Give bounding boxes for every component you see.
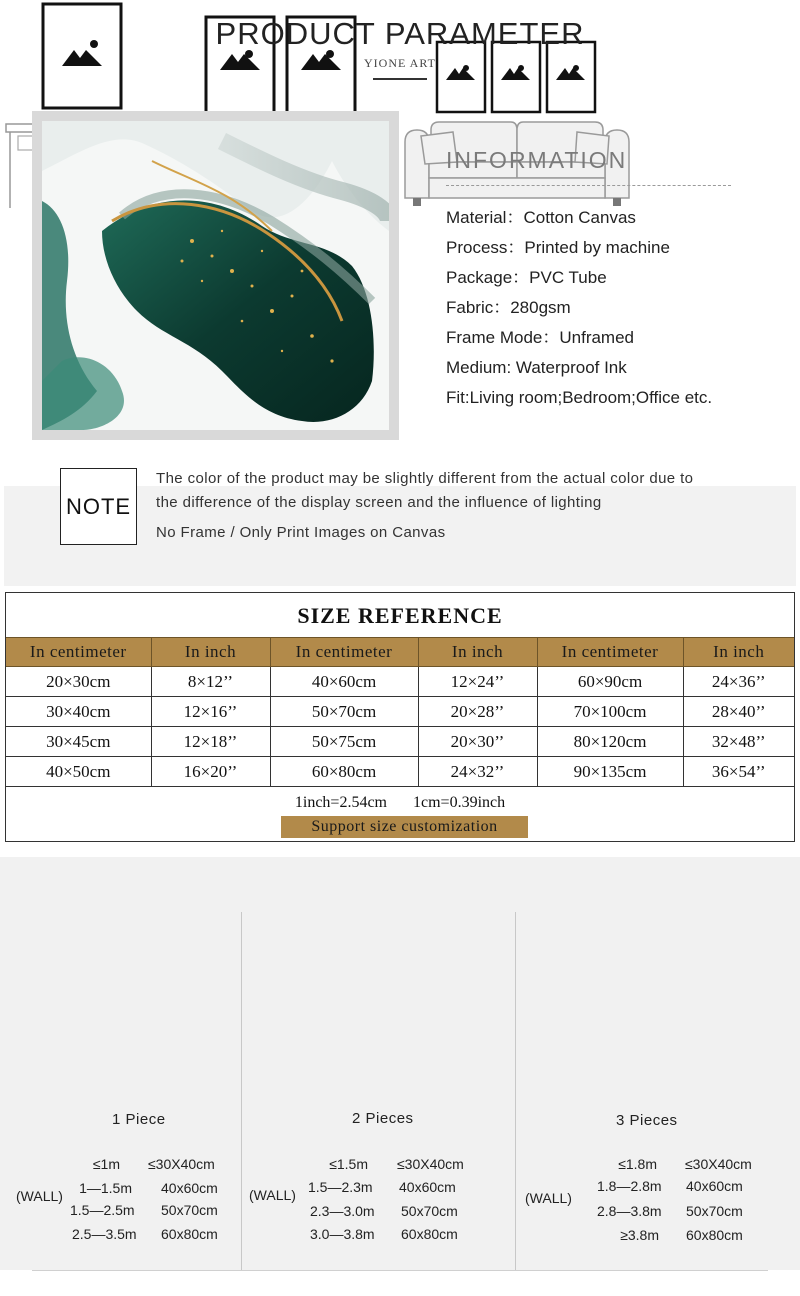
wall-distance: 1.5—2.5m — [70, 1202, 135, 1218]
table-row — [6, 697, 794, 727]
subtitle-underline — [373, 78, 427, 80]
table-cell: 90×135cm — [537, 757, 683, 787]
information-divider — [446, 185, 731, 186]
bottom-divider — [32, 1270, 768, 1271]
information-list — [446, 206, 712, 416]
two-pieces-label: 2 Pieces — [352, 1110, 414, 1127]
table-cell: 40×50cm — [6, 757, 151, 787]
header-inch: In inch — [151, 638, 270, 667]
recommended-size: 40x60cm — [161, 1180, 218, 1196]
size-reference-box — [5, 592, 795, 842]
recommended-size: ≤30X40cm — [685, 1156, 752, 1172]
wall-distance: 1—1.5m — [79, 1180, 132, 1196]
table-row — [6, 757, 794, 787]
recommended-size: 40x60cm — [399, 1179, 456, 1195]
table-cell: 30×40cm — [6, 697, 151, 727]
recommended-size: ≤30X40cm — [397, 1156, 464, 1172]
table-cell: 8×12’’ — [151, 667, 270, 697]
wall-distance: 2.3—3.0m — [310, 1203, 375, 1219]
recommended-size: 60x80cm — [401, 1226, 458, 1242]
recommended-size: 40x60cm — [686, 1178, 743, 1194]
header-inch: In inch — [418, 638, 537, 667]
wall-distance: 1.5—2.3m — [308, 1179, 373, 1195]
table-cell: 20×30’’ — [418, 727, 537, 757]
note-line-3: No Frame / Only Print Images on Canvas — [156, 524, 446, 541]
header-cm: In centimeter — [537, 638, 683, 667]
wall-distance: ≤1.5m — [329, 1156, 368, 1172]
info-package: Package：PVC Tube — [446, 268, 607, 287]
table-cell: 50×75cm — [270, 727, 418, 757]
table-cell: 60×80cm — [270, 757, 418, 787]
table-cell: 36×54’’ — [683, 757, 794, 787]
size-reference-title: SIZE REFERENCE — [297, 603, 503, 628]
unit-conversion — [6, 794, 794, 812]
wall-label: (WALL) — [525, 1190, 572, 1206]
conversion-cm: 1cm=0.39inch — [413, 794, 506, 811]
info-fabric: Fabric：280gsm — [446, 298, 571, 317]
header-inch: In inch — [683, 638, 794, 667]
product-image-frame — [32, 111, 399, 440]
recommended-size: 50x70cm — [161, 1202, 218, 1218]
table-cell: 40×60cm — [270, 667, 418, 697]
note-line-2: the difference of the display screen and the influence of lighting — [156, 494, 602, 511]
recommended-size: 50x70cm — [401, 1203, 458, 1219]
header-cm: In centimeter — [270, 638, 418, 667]
wall-distance: 1.8—2.8m — [597, 1178, 662, 1194]
column-divider — [241, 912, 242, 1270]
three-pieces-label: 3 Pieces — [616, 1112, 678, 1129]
wall-label: (WALL) — [16, 1188, 63, 1204]
customization-badge: Support size customization — [281, 816, 528, 838]
table-cell: 28×40’’ — [683, 697, 794, 727]
info-medium: Medium: Waterproof Ink — [446, 358, 627, 377]
wall-distance: 2.5—3.5m — [72, 1226, 137, 1242]
note-label: NOTE — [60, 468, 137, 545]
table-row — [6, 727, 794, 757]
table-cell: 12×18’’ — [151, 727, 270, 757]
info-material: Material：Cotton Canvas — [446, 208, 636, 227]
one-piece-label: 1 Piece — [112, 1111, 166, 1128]
header-cm: In centimeter — [6, 638, 151, 667]
product-artwork — [42, 121, 389, 430]
table-cell: 80×120cm — [537, 727, 683, 757]
info-process: Process：Printed by machine — [446, 238, 670, 257]
table-cell: 12×16’’ — [151, 697, 270, 727]
table-cell: 24×32’’ — [418, 757, 537, 787]
recommended-size: ≤30X40cm — [148, 1156, 215, 1172]
wall-distance: ≥3.8m — [620, 1227, 659, 1243]
wall-distance: ≤1m — [92, 1156, 120, 1172]
table-cell: 70×100cm — [537, 697, 683, 727]
note-line-1: The color of the product may be slightly different from the actual color due to — [156, 470, 694, 487]
table-cell: 24×36’’ — [683, 667, 794, 697]
table-cell: 12×24’’ — [418, 667, 537, 697]
table-cell: 20×28’’ — [418, 697, 537, 727]
wall-distance: ≤1.8m — [618, 1156, 657, 1172]
brand-subtitle: YIONE ART — [364, 56, 436, 70]
table-cell: 30×45cm — [6, 727, 151, 757]
recommended-size: 60x80cm — [161, 1226, 218, 1242]
table-cell: 50×70cm — [270, 697, 418, 727]
table-cell: 60×90cm — [537, 667, 683, 697]
info-fit: Fit:Living room;Bedroom;Office etc. — [446, 388, 713, 407]
column-divider — [515, 912, 516, 1270]
size-table — [6, 637, 794, 787]
wall-distance: 3.0—3.8m — [310, 1226, 375, 1242]
information-heading: INFORMATION — [446, 147, 628, 173]
size-table-header — [6, 638, 794, 667]
recommended-size: 50x70cm — [686, 1203, 743, 1219]
info-frame-mode: Frame Mode：Unframed — [446, 328, 635, 347]
page-title: PRODUCT PARAMETER — [215, 16, 585, 51]
table-cell: 32×48’’ — [683, 727, 794, 757]
table-row — [6, 667, 794, 697]
wall-distance: 2.8—3.8m — [597, 1203, 662, 1219]
wall-label: (WALL) — [249, 1187, 296, 1203]
table-cell: 16×20’’ — [151, 757, 270, 787]
table-cell: 20×30cm — [6, 667, 151, 697]
recommended-size: 60x80cm — [686, 1227, 743, 1243]
conversion-inch: 1inch=2.54cm — [294, 794, 387, 811]
